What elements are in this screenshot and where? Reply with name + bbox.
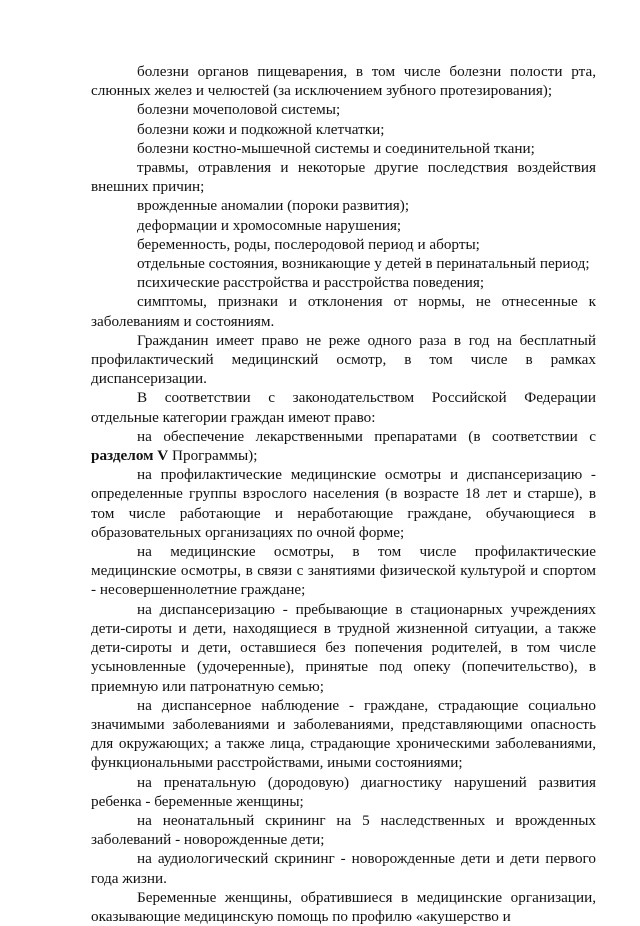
paragraph-mental-disorders: психические расстройства и расстройства поведения;	[137, 274, 485, 292]
paragraph-pregnant-women: Беременные женщины, обратившиеся в медицинские организации, оказывающие медицинскую помощь по профилю «акушерство и	[91, 888, 596, 925]
paragraph-pregnancy: беременность, роды, послеродовой период и аборты;	[137, 235, 480, 253]
drug-provision-text-start: на обеспечение лекарственными препаратами (в соответствии с	[137, 427, 596, 445]
paragraph-injuries-poisoning: травмы, отравления и некоторые другие последствия воздействия внешних причин;	[91, 159, 596, 196]
paragraph-drug-provision	[91, 427, 596, 465]
paragraph-congenital-anomalies: врожденные аномалии (пороки развития);	[137, 197, 410, 215]
paragraph-dispensary-observation: на диспансерное наблюдение - граждане, страдающие социально значимыми заболеваниями и заболеваниями, представляющими опасность для окружающих; а также лица, страдающие хроническими заболеваниями, функциональными расстройствами, иными состояниями;	[91, 696, 596, 772]
paragraph-skin-diseases: болезни кожи и подкожной клетчатки;	[137, 120, 385, 138]
paragraph-neonatal-screening: на неонатальный скрининг на 5 наследственных и врожденных заболеваний - новорожденные дети;	[91, 811, 596, 849]
paragraph-chromosomal-disorders: деформации и хромосомные нарушения;	[137, 216, 402, 234]
paragraph-symptoms: симптомы, признаки и отклонения от нормы, не отнесенные к заболеваниям и состояниям.	[91, 293, 596, 330]
paragraph-prenatal-diagnostics: на пренатальную (дородовую) диагностику нарушений развития ребенка - беременные женщины;	[91, 773, 596, 810]
paragraph-sports-checkups: на медицинские осмотры, в том числе профилактические медицинские осмотры, в связи с занятиями физической культурой и спортом - несовершеннолетние граждане;	[91, 543, 596, 599]
paragraph-citizen-categories: В соответствии с законодательством Российской Федерации отдельные категории граждан имеют право:	[91, 389, 596, 426]
paragraph-orphan-checkups: на диспансеризацию - пребывающие в стационарных учреждениях дети-сироты и дети, находящиеся в трудной жизненной ситуации, а также дети-сироты и дети, оставшиеся без попечения родителей, в том числе усыновленные (удочеренные), принятые под опеку (попечительство), в приемную или патронатную семью;	[91, 600, 596, 695]
section-v-reference: разделом V	[91, 447, 169, 465]
document-page	[91, 62, 596, 926]
paragraph-adult-checkups: на профилактические медицинские осмотры и диспансеризацию - определенные группы взрослого населения (в возрасте 18 лет и старше), в том числе работающие и неработающие граждане, обучающиеся в образовательных организациях по очной форме;	[91, 466, 596, 541]
paragraph-annual-checkup: Гражданин имеет право не реже одного раза в год на бесплатный профилактический медицинский осмотр, в том числе в рамках диспансеризации.	[91, 331, 596, 388]
paragraph-genitourinary-diseases: болезни мочеполовой системы;	[137, 101, 341, 119]
paragraph-digestive-diseases: болезни органов пищеварения, в том числе болезни полости рта, слюнных желез и челюстей (за исключением зубного протезирования);	[91, 63, 596, 100]
paragraph-perinatal-conditions: отдельные состояния, возникающие у детей в перинатальный период;	[137, 255, 590, 273]
paragraph-musculoskeletal-diseases: болезни костно-мышечной системы и соединительной ткани;	[137, 139, 535, 157]
paragraph-audiological-screening: на аудиологический скрининг - новорожденные дети и дети первого года жизни.	[91, 850, 596, 887]
drug-provision-text-end: Программы);	[168, 447, 258, 465]
